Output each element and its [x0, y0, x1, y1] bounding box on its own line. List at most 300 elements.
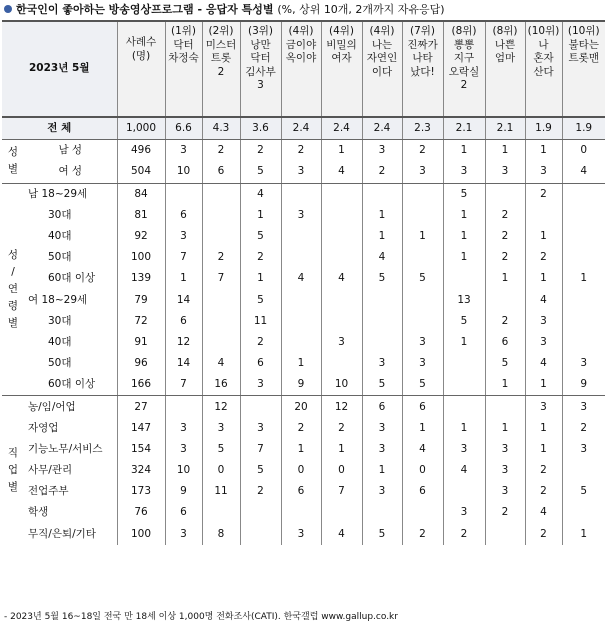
- value-cell: 3: [165, 524, 202, 545]
- table-row: [2, 247, 605, 268]
- value-cell: 2: [240, 140, 281, 162]
- value-cell: 2: [525, 460, 562, 481]
- value-cell: 6: [202, 161, 240, 183]
- value-cell: [362, 290, 402, 311]
- header-program-8: [443, 21, 485, 117]
- row-label: 남 18~29세: [28, 187, 88, 200]
- value-cell: 2: [525, 247, 562, 268]
- value-cell: 2.4: [321, 117, 362, 140]
- sample-size-cell: 324: [117, 460, 165, 481]
- value-cell: 4: [281, 268, 321, 289]
- row-label: 기능노무/서비스: [28, 442, 103, 455]
- value-cell: [485, 524, 525, 545]
- value-cell: 3: [525, 396, 562, 418]
- value-cell: 5: [362, 268, 402, 289]
- value-cell: [562, 290, 605, 311]
- header-program-name: 뽕뽕 지구 오락실 2: [448, 38, 480, 91]
- value-cell: 6: [240, 353, 281, 374]
- row-label: 자영업: [28, 421, 59, 434]
- value-cell: 3: [362, 481, 402, 502]
- title-bullet-icon: [4, 5, 12, 13]
- value-cell: 3: [485, 460, 525, 481]
- value-cell: [402, 183, 443, 205]
- header-rank: (3위): [247, 25, 274, 37]
- sample-size-cell: 76: [117, 502, 165, 523]
- header-program-1: [165, 21, 202, 117]
- value-cell: 2: [240, 481, 281, 502]
- value-cell: 6: [485, 332, 525, 353]
- value-cell: 3: [240, 418, 281, 439]
- sample-size-cell: 27: [117, 396, 165, 418]
- value-cell: 3: [165, 226, 202, 247]
- value-cell: 2: [443, 524, 485, 545]
- value-cell: [362, 311, 402, 332]
- header-rank: (4위): [369, 25, 395, 37]
- sample-size-cell: 139: [117, 268, 165, 289]
- table-row: [2, 311, 605, 332]
- value-cell: 3: [281, 205, 321, 226]
- value-cell: 2: [240, 332, 281, 353]
- value-cell: [321, 205, 362, 226]
- value-cell: 4: [443, 460, 485, 481]
- value-cell: 13: [443, 290, 485, 311]
- value-cell: 1: [321, 439, 362, 460]
- value-cell: 9: [165, 481, 202, 502]
- value-cell: 4: [525, 290, 562, 311]
- header-rank: (8위): [492, 25, 518, 37]
- value-cell: 1: [443, 205, 485, 226]
- preference-table: [2, 20, 605, 545]
- value-cell: [402, 502, 443, 523]
- value-cell: 4: [321, 524, 362, 545]
- value-cell: 3: [240, 374, 281, 396]
- table-row: [2, 268, 605, 289]
- value-cell: [281, 311, 321, 332]
- title-main: 한국인이 좋아하는 방송영상프로그램 - 응답자 특성별: [16, 3, 274, 16]
- value-cell: 12: [165, 332, 202, 353]
- header-program-name: 낭만 닥터 김사부 3: [245, 38, 276, 91]
- value-cell: 11: [240, 311, 281, 332]
- value-cell: 3: [362, 418, 402, 439]
- value-cell: 3: [485, 439, 525, 460]
- value-cell: 11: [202, 481, 240, 502]
- row-label: 전업주부: [28, 485, 69, 498]
- value-cell: 3: [281, 161, 321, 183]
- table-row: [2, 439, 605, 460]
- sample-size-cell: 96: [117, 353, 165, 374]
- value-cell: 1: [443, 226, 485, 247]
- group-label: 성 / 연 령 별: [2, 183, 24, 396]
- value-cell: 0: [562, 140, 605, 162]
- header-program-9: [485, 21, 525, 117]
- header-program-6: [362, 21, 402, 117]
- value-cell: 5: [562, 481, 605, 502]
- value-cell: 2: [202, 247, 240, 268]
- value-cell: 3: [402, 353, 443, 374]
- group-label: 성 별: [2, 140, 24, 183]
- value-cell: 8: [202, 524, 240, 545]
- header-rank: (7위): [409, 25, 436, 37]
- header-row: [2, 21, 605, 117]
- row-label: 50대: [48, 251, 72, 264]
- value-cell: 1.9: [562, 117, 605, 140]
- value-cell: [321, 183, 362, 205]
- value-cell: 3: [443, 439, 485, 460]
- value-cell: 1: [525, 140, 562, 162]
- value-cell: [562, 332, 605, 353]
- value-cell: 3: [562, 396, 605, 418]
- value-cell: 5: [202, 439, 240, 460]
- value-cell: [321, 247, 362, 268]
- value-cell: 3: [321, 332, 362, 353]
- value-cell: 2: [562, 418, 605, 439]
- value-cell: 1: [485, 374, 525, 396]
- value-cell: 2: [202, 140, 240, 162]
- value-cell: 3: [165, 140, 202, 162]
- value-cell: 1: [443, 140, 485, 162]
- table-row: [2, 226, 605, 247]
- value-cell: [525, 205, 562, 226]
- value-cell: 16: [202, 374, 240, 396]
- header-program-2: [202, 21, 240, 117]
- sample-size-cell: 79: [117, 290, 165, 311]
- value-cell: 6: [165, 205, 202, 226]
- value-cell: [562, 183, 605, 205]
- value-cell: 9: [562, 374, 605, 396]
- row-label: 학생: [28, 506, 49, 519]
- value-cell: [281, 226, 321, 247]
- value-cell: 1: [165, 268, 202, 289]
- value-cell: [165, 183, 202, 205]
- sample-size-cell: 91: [117, 332, 165, 353]
- value-cell: 3: [485, 161, 525, 183]
- value-cell: 0: [281, 460, 321, 481]
- value-cell: 1: [362, 460, 402, 481]
- header-rank: (4위): [328, 25, 355, 37]
- header-program-name: 나쁜 엄마: [494, 38, 516, 64]
- value-cell: 2: [485, 311, 525, 332]
- value-cell: 0: [321, 460, 362, 481]
- row-label: 50대: [48, 357, 72, 370]
- value-cell: [443, 353, 485, 374]
- header-program-name: 나는 자연인 이다: [366, 38, 398, 78]
- sample-size-cell: 496: [117, 140, 165, 162]
- row-label: 무직/은퇴/기타: [28, 527, 96, 540]
- sample-size-cell: 1,000: [117, 117, 165, 140]
- value-cell: 3: [165, 439, 202, 460]
- value-cell: 4: [362, 247, 402, 268]
- title-subtitle: (%, 상위 10개, 2개까지 자유응답): [277, 3, 445, 16]
- header-program-11: [562, 21, 605, 117]
- value-cell: 5: [362, 524, 402, 545]
- value-cell: 1: [562, 268, 605, 289]
- sample-size-cell: 100: [117, 247, 165, 268]
- value-cell: 10: [165, 161, 202, 183]
- value-cell: 3: [525, 332, 562, 353]
- value-cell: 1: [402, 226, 443, 247]
- value-cell: 2: [485, 502, 525, 523]
- value-cell: 6: [402, 481, 443, 502]
- value-cell: 4: [525, 353, 562, 374]
- value-cell: 1: [240, 205, 281, 226]
- value-cell: [281, 502, 321, 523]
- header-rank: (1위): [170, 25, 197, 37]
- value-cell: 5: [240, 226, 281, 247]
- value-cell: 6: [281, 481, 321, 502]
- value-cell: [281, 247, 321, 268]
- row-label: 30대: [48, 208, 72, 221]
- value-cell: 4: [321, 161, 362, 183]
- value-cell: 3: [362, 439, 402, 460]
- sample-size-cell: 92: [117, 226, 165, 247]
- value-cell: 3: [562, 439, 605, 460]
- table-row: [2, 418, 605, 439]
- value-cell: 7: [165, 374, 202, 396]
- value-cell: 5: [240, 290, 281, 311]
- value-cell: 1: [443, 247, 485, 268]
- value-cell: 5: [485, 353, 525, 374]
- header-program-name: 금이야 옥이야: [285, 38, 317, 64]
- value-cell: 3: [362, 140, 402, 162]
- value-cell: 1: [525, 439, 562, 460]
- value-cell: [402, 247, 443, 268]
- value-cell: [402, 290, 443, 311]
- value-cell: 4: [525, 502, 562, 523]
- value-cell: 1: [485, 140, 525, 162]
- sample-size-cell: 166: [117, 374, 165, 396]
- value-cell: 10: [165, 460, 202, 481]
- row-label: 농/임/어업: [28, 400, 76, 413]
- row-label: 여 18~29세: [28, 293, 88, 306]
- header-rank: (10위): [567, 25, 600, 37]
- value-cell: 14: [165, 353, 202, 374]
- value-cell: 1: [321, 140, 362, 162]
- value-cell: 1: [443, 332, 485, 353]
- value-cell: 1: [240, 268, 281, 289]
- value-cell: 7: [165, 247, 202, 268]
- value-cell: 4: [321, 268, 362, 289]
- header-rank: (10위): [527, 25, 560, 37]
- header-program-name: 나 혼자 산다: [533, 38, 554, 78]
- value-cell: 4: [240, 183, 281, 205]
- value-cell: [321, 353, 362, 374]
- value-cell: [485, 290, 525, 311]
- value-cell: 5: [240, 161, 281, 183]
- value-cell: 6: [362, 396, 402, 418]
- header-rank: (2위): [208, 25, 234, 37]
- table-row: [2, 290, 605, 311]
- value-cell: [202, 311, 240, 332]
- value-cell: [562, 247, 605, 268]
- value-cell: 2: [281, 140, 321, 162]
- value-cell: 3: [402, 332, 443, 353]
- table-row: [2, 396, 605, 418]
- value-cell: 4: [562, 161, 605, 183]
- value-cell: 20: [281, 396, 321, 418]
- value-cell: 12: [202, 396, 240, 418]
- table-row: [2, 183, 605, 205]
- row-label: 40대: [48, 230, 72, 243]
- value-cell: 3: [281, 524, 321, 545]
- value-cell: 3: [525, 161, 562, 183]
- value-cell: 3: [485, 481, 525, 502]
- value-cell: [402, 205, 443, 226]
- value-cell: 3: [165, 418, 202, 439]
- header-program-name: 닥터 차정숙: [168, 38, 199, 64]
- value-cell: 6: [165, 311, 202, 332]
- value-cell: 1: [402, 418, 443, 439]
- value-cell: 2: [525, 183, 562, 205]
- value-cell: 2.4: [281, 117, 321, 140]
- header-program-7: [402, 21, 443, 117]
- sample-size-cell: 81: [117, 205, 165, 226]
- value-cell: 12: [321, 396, 362, 418]
- row-label: 60대 이상: [24, 374, 117, 396]
- value-cell: [562, 226, 605, 247]
- value-cell: 7: [202, 268, 240, 289]
- value-cell: [321, 290, 362, 311]
- value-cell: [202, 332, 240, 353]
- table-row: [2, 161, 605, 183]
- value-cell: 1: [281, 439, 321, 460]
- value-cell: 1: [525, 226, 562, 247]
- row-label: 30대: [48, 314, 72, 327]
- value-cell: [165, 396, 202, 418]
- value-cell: [443, 374, 485, 396]
- value-cell: 3: [402, 161, 443, 183]
- value-cell: 3: [562, 353, 605, 374]
- value-cell: 3: [443, 502, 485, 523]
- value-cell: [281, 332, 321, 353]
- value-cell: [321, 226, 362, 247]
- value-cell: [202, 183, 240, 205]
- sample-size-cell: 72: [117, 311, 165, 332]
- table-row: [2, 374, 605, 396]
- table-row: [2, 332, 605, 353]
- value-cell: [202, 502, 240, 523]
- table-title: [4, 2, 445, 18]
- value-cell: [202, 290, 240, 311]
- value-cell: [281, 290, 321, 311]
- value-cell: [240, 502, 281, 523]
- value-cell: [321, 311, 362, 332]
- value-cell: 3: [525, 311, 562, 332]
- footer-note: - 2023년 5월 16~18일 전국 만 18세 이상 1,000명 전화조사(CATI). 한국갤럽 www.gallup.co.kr: [4, 612, 398, 622]
- value-cell: 5: [402, 374, 443, 396]
- value-cell: 2: [525, 524, 562, 545]
- value-cell: [362, 183, 402, 205]
- value-cell: 1: [525, 268, 562, 289]
- header-program-10: [525, 21, 562, 117]
- value-cell: 10: [321, 374, 362, 396]
- value-cell: 1: [443, 418, 485, 439]
- value-cell: 1: [362, 205, 402, 226]
- value-cell: 2.4: [362, 117, 402, 140]
- value-cell: 2: [362, 161, 402, 183]
- value-cell: [240, 524, 281, 545]
- value-cell: [443, 396, 485, 418]
- value-cell: 0: [202, 460, 240, 481]
- sample-size-cell: 173: [117, 481, 165, 502]
- value-cell: 6: [165, 502, 202, 523]
- value-cell: 1: [485, 268, 525, 289]
- value-cell: [443, 268, 485, 289]
- table-row: [2, 481, 605, 502]
- value-cell: 5: [362, 374, 402, 396]
- table-row: [2, 524, 605, 545]
- header-program-name: 진짜가 나타 났다!: [407, 38, 438, 78]
- value-cell: 2.1: [443, 117, 485, 140]
- row-label: 여 성: [24, 161, 117, 183]
- value-cell: 2.3: [402, 117, 443, 140]
- value-cell: [562, 460, 605, 481]
- value-cell: 4: [202, 353, 240, 374]
- header-program-name: 비밀의 여자: [326, 38, 357, 64]
- header-program-name: 미스터 트롯 2: [205, 38, 237, 78]
- table-row-total: [2, 117, 605, 140]
- sample-size-cell: 84: [117, 183, 165, 205]
- value-cell: [485, 396, 525, 418]
- value-cell: 3: [443, 161, 485, 183]
- value-cell: 2: [240, 247, 281, 268]
- value-cell: 5: [443, 311, 485, 332]
- value-cell: [240, 396, 281, 418]
- sample-size-cell: 154: [117, 439, 165, 460]
- value-cell: 7: [240, 439, 281, 460]
- value-cell: 5: [443, 183, 485, 205]
- header-program-5: [321, 21, 362, 117]
- value-cell: 2: [485, 247, 525, 268]
- value-cell: [562, 205, 605, 226]
- value-cell: [443, 481, 485, 502]
- row-label: 전 체: [2, 117, 117, 140]
- sample-size-cell: 147: [117, 418, 165, 439]
- value-cell: 1: [281, 353, 321, 374]
- table-row: [2, 460, 605, 481]
- row-label: 40대: [48, 335, 72, 348]
- value-cell: [485, 183, 525, 205]
- sample-size-cell: 504: [117, 161, 165, 183]
- value-cell: 5: [402, 268, 443, 289]
- value-cell: 3: [202, 418, 240, 439]
- value-cell: [202, 205, 240, 226]
- header-program-name: 불타는 트롯맨: [568, 38, 599, 64]
- value-cell: 2: [485, 205, 525, 226]
- value-cell: 5: [240, 460, 281, 481]
- row-label: 60대 이상: [48, 272, 96, 285]
- value-cell: [362, 502, 402, 523]
- value-cell: 2: [525, 481, 562, 502]
- header-sample-size: 사례수 (명): [117, 21, 165, 117]
- value-cell: 0: [402, 460, 443, 481]
- value-cell: 1: [525, 374, 562, 396]
- value-cell: 1: [525, 418, 562, 439]
- value-cell: 1.9: [525, 117, 562, 140]
- table-row: [2, 205, 605, 226]
- header-program-4: [281, 21, 321, 117]
- value-cell: [362, 332, 402, 353]
- value-cell: [402, 311, 443, 332]
- value-cell: 2: [402, 140, 443, 162]
- header-program-3: [240, 21, 281, 117]
- value-cell: 3: [362, 353, 402, 374]
- header-rank: (8위): [451, 25, 477, 37]
- value-cell: 9: [281, 374, 321, 396]
- table-row: [2, 140, 605, 162]
- sample-size-cell: 100: [117, 524, 165, 545]
- table-row: [2, 502, 605, 523]
- value-cell: 2: [402, 524, 443, 545]
